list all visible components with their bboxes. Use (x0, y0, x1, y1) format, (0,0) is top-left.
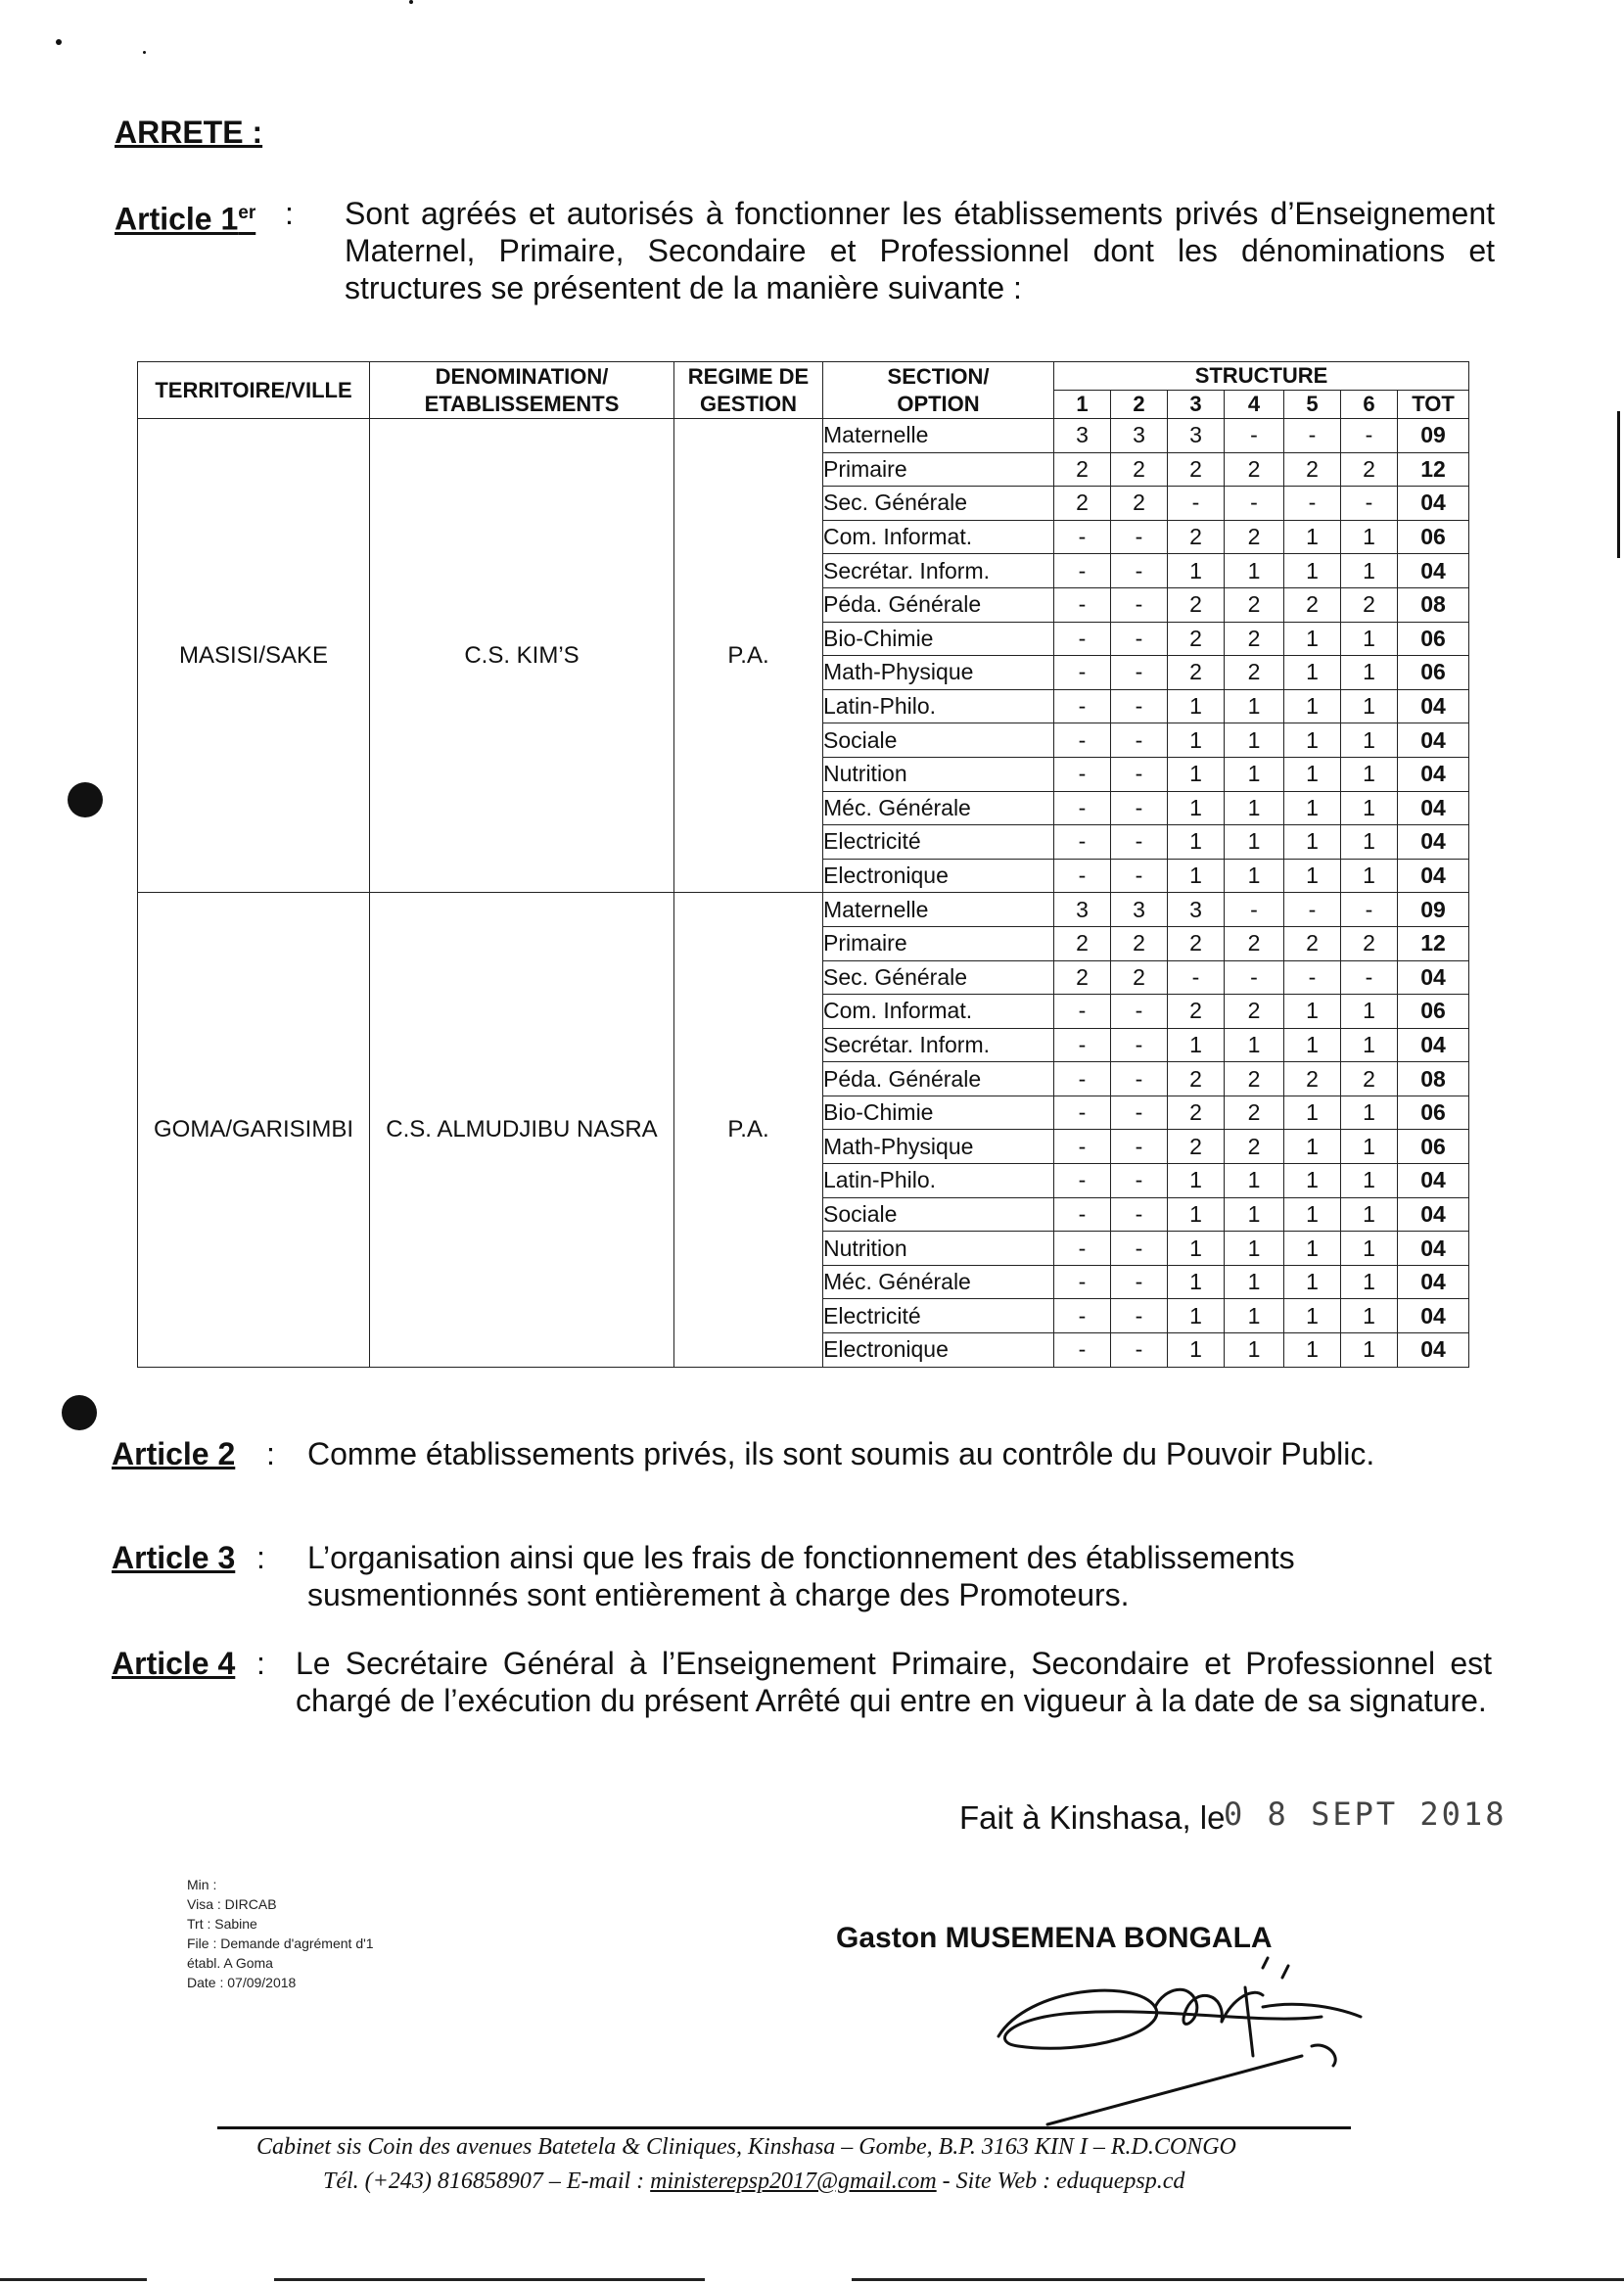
structure-cell: - (1054, 1062, 1111, 1096)
total-cell: 04 (1398, 1299, 1469, 1333)
structure-cell: - (1341, 487, 1398, 521)
section-cell: Méc. Générale (823, 791, 1054, 825)
structure-cell: - (1054, 1197, 1111, 1232)
total-cell: 06 (1398, 656, 1469, 690)
header-col-3: 3 (1168, 391, 1225, 419)
structure-cell: - (1111, 656, 1168, 690)
total-cell: 04 (1398, 1333, 1469, 1368)
structure-cell: 1 (1168, 757, 1225, 791)
structure-cell: - (1111, 1028, 1168, 1062)
structure-cell: 1 (1168, 859, 1225, 893)
structure-cell: 1 (1284, 1096, 1341, 1130)
scan-bottom-rule (274, 2278, 705, 2281)
article-1 (115, 195, 1505, 322)
structure-cell: 2 (1225, 926, 1284, 960)
metadata-line: établ. A Goma (187, 1955, 273, 1971)
structure-cell: - (1054, 587, 1111, 622)
article-3-label: Article 3 (112, 1540, 236, 1575)
total-cell: 04 (1398, 1265, 1469, 1299)
structure-cell: - (1111, 587, 1168, 622)
place-date-line: Fait à Kinshasa, le (959, 1799, 1226, 1836)
structure-cell: 1 (1225, 757, 1284, 791)
section-cell: Math-Physique (823, 656, 1054, 690)
total-cell: 12 (1398, 926, 1469, 960)
structure-cell: 1 (1284, 1197, 1341, 1232)
structure-cell: 2 (1225, 622, 1284, 656)
structure-cell: - (1111, 1232, 1168, 1266)
structure-cell: 1 (1284, 1232, 1341, 1266)
structure-cell: - (1054, 791, 1111, 825)
structure-cell: 2 (1054, 487, 1111, 521)
article-3 (112, 1539, 1502, 1617)
structure-cell: 1 (1284, 859, 1341, 893)
signer-name: Gaston MUSEMENA BONGALA (836, 1922, 1273, 1954)
scan-edge-mark (1617, 411, 1620, 558)
section-cell: Secrétar. Inform. (823, 1028, 1054, 1062)
header-territoire: TERRITOIRE/VILLE (138, 362, 370, 419)
structure-cell: - (1054, 554, 1111, 588)
structure-cell: - (1111, 825, 1168, 860)
structure-cell: 2 (1168, 1096, 1225, 1130)
structure-cell: - (1341, 419, 1398, 453)
structure-cell: - (1111, 1062, 1168, 1096)
scan-bottom-rule (0, 2278, 147, 2281)
structure-cell: 2 (1341, 1062, 1398, 1096)
section-cell: Maternelle (823, 419, 1054, 453)
footer-address: Cabinet sis Coin des avenues Batetela & Cliniques, Kinshasa – Gombe, B.P. 3163 KIN I – R.D.CONGO (256, 2134, 1236, 2160)
total-cell: 06 (1398, 520, 1469, 554)
structure-cell: 2 (1225, 1096, 1284, 1130)
structure-cell: - (1111, 1096, 1168, 1130)
structure-cell: - (1284, 960, 1341, 995)
structure-cell: 1 (1284, 825, 1341, 860)
structure-cell: - (1284, 893, 1341, 927)
structure-cell: 1 (1341, 995, 1398, 1029)
total-cell: 12 (1398, 452, 1469, 487)
structure-cell: - (1284, 419, 1341, 453)
structure-cell: 1 (1284, 520, 1341, 554)
structure-cell: - (1225, 419, 1284, 453)
scan-speck (143, 51, 146, 54)
structure-cell: 2 (1341, 587, 1398, 622)
metadata-line: Min : (187, 1877, 217, 1892)
structure-cell: 1 (1168, 554, 1225, 588)
section-cell: Péda. Générale (823, 587, 1054, 622)
structure-cell: 2 (1054, 960, 1111, 995)
structure-cell: 1 (1168, 689, 1225, 723)
structure-cell: 1 (1284, 1028, 1341, 1062)
metadata-line: Trt : Sabine (187, 1916, 257, 1932)
article-2-colon: : (266, 1436, 275, 1471)
section-cell: Primaire (823, 452, 1054, 487)
structure-cell: 1 (1284, 1265, 1341, 1299)
structure-cell: 1 (1284, 1299, 1341, 1333)
article-4 (112, 1645, 1502, 1762)
structure-cell: - (1111, 723, 1168, 758)
total-cell: 06 (1398, 1130, 1469, 1164)
metadata-line: Date : 07/09/2018 (187, 1975, 297, 1990)
structure-cell: - (1225, 487, 1284, 521)
structure-cell: 1 (1284, 1164, 1341, 1198)
structure-cell: - (1054, 689, 1111, 723)
structure-cell: 1 (1168, 1333, 1225, 1368)
section-cell: Electricité (823, 1299, 1054, 1333)
structure-cell: - (1111, 554, 1168, 588)
structure-cell: 1 (1341, 1265, 1398, 1299)
structure-cell: - (1054, 622, 1111, 656)
structure-cell: 1 (1341, 689, 1398, 723)
table-row (138, 893, 1469, 927)
structure-cell: - (1054, 1130, 1111, 1164)
header-denomination: DENOMINATION/ ETABLISSEMENTS (370, 362, 674, 419)
structure-cell: 2 (1225, 656, 1284, 690)
article-2 (112, 1435, 1502, 1514)
structure-cell: - (1054, 757, 1111, 791)
total-cell: 04 (1398, 487, 1469, 521)
table-row (138, 419, 1469, 453)
scan-speck (409, 0, 413, 4)
structure-cell: - (1341, 893, 1398, 927)
structure-cell: - (1111, 689, 1168, 723)
section-cell: Electronique (823, 1333, 1054, 1368)
structure-cell: - (1111, 757, 1168, 791)
structure-cell: 2 (1054, 926, 1111, 960)
structure-cell: 1 (1341, 554, 1398, 588)
article-1-text: Sont agréés et autorisés à fonctionner les établissements privés d’Enseignement Maternel, Primaire, Secondaire et Professionnel dont les dénominations et structures se présentent de la manière suivante : (345, 196, 1495, 305)
structure-cell: 1 (1341, 859, 1398, 893)
section-cell: Méc. Générale (823, 1265, 1054, 1299)
structure-cell: 1 (1168, 825, 1225, 860)
structure-cell: 1 (1284, 791, 1341, 825)
punch-hole (68, 782, 103, 817)
total-cell: 06 (1398, 1096, 1469, 1130)
structure-cell: 2 (1225, 1130, 1284, 1164)
structure-cell: - (1168, 960, 1225, 995)
structure-cell: 3 (1054, 419, 1111, 453)
header-col-4: 4 (1225, 391, 1284, 419)
structure-cell: - (1111, 520, 1168, 554)
structure-cell: 1 (1168, 723, 1225, 758)
structure-cell: 1 (1225, 554, 1284, 588)
total-cell: 08 (1398, 587, 1469, 622)
structure-cell: - (1111, 1164, 1168, 1198)
header-col-tot: TOT (1398, 391, 1469, 419)
structure-cell: 1 (1225, 723, 1284, 758)
structure-cell: - (1111, 1299, 1168, 1333)
section-cell: Electricité (823, 825, 1054, 860)
structure-cell: 2 (1225, 587, 1284, 622)
structure-cell: 1 (1225, 1164, 1284, 1198)
structure-cell: 1 (1341, 1333, 1398, 1368)
structure-cell: 1 (1341, 1164, 1398, 1198)
structure-cell: 3 (1168, 419, 1225, 453)
structure-cell: 1 (1341, 622, 1398, 656)
structure-cell: 1 (1284, 723, 1341, 758)
structure-cell: 1 (1225, 1197, 1284, 1232)
structure-cell: 2 (1225, 1062, 1284, 1096)
structure-cell: - (1054, 656, 1111, 690)
structure-cell: 1 (1341, 757, 1398, 791)
structure-cell: 2 (1284, 587, 1341, 622)
structure-cell: - (1054, 1028, 1111, 1062)
article-4-colon: : (256, 1646, 265, 1681)
structure-cell: 2 (1168, 587, 1225, 622)
structure-cell: - (1054, 859, 1111, 893)
structure-cell: 1 (1225, 859, 1284, 893)
section-cell: Bio-Chimie (823, 1096, 1054, 1130)
metadata-block (187, 1875, 374, 1992)
structure-cell: 1 (1168, 1265, 1225, 1299)
structure-cell: 1 (1284, 757, 1341, 791)
structure-cell: 3 (1111, 893, 1168, 927)
structure-cell: 1 (1168, 1197, 1225, 1232)
total-cell: 04 (1398, 1197, 1469, 1232)
structure-cell: 2 (1284, 1062, 1341, 1096)
structure-cell: 3 (1054, 893, 1111, 927)
structure-cell: 1 (1225, 791, 1284, 825)
arrete-heading: ARRETE : (115, 115, 263, 150)
structure-cell: - (1111, 859, 1168, 893)
section-cell: Maternelle (823, 893, 1054, 927)
structure-cell: - (1054, 1299, 1111, 1333)
structure-cell: 2 (1225, 520, 1284, 554)
handwritten-signature (969, 1948, 1380, 2144)
total-cell: 04 (1398, 1028, 1469, 1062)
section-cell: Electronique (823, 859, 1054, 893)
header-col-1: 1 (1054, 391, 1111, 419)
structure-cell: 2 (1341, 452, 1398, 487)
structure-cell: 1 (1168, 1028, 1225, 1062)
structure-cell: 1 (1225, 1028, 1284, 1062)
total-cell: 04 (1398, 825, 1469, 860)
section-cell: Primaire (823, 926, 1054, 960)
territory-cell: GOMA/GARISIMBI (138, 893, 370, 1367)
structure-cell: 1 (1284, 656, 1341, 690)
regime-cell: P.A. (674, 893, 823, 1367)
section-cell: Math-Physique (823, 1130, 1054, 1164)
header-col-6: 6 (1341, 391, 1398, 419)
header-col-2: 2 (1111, 391, 1168, 419)
section-cell: Sec. Générale (823, 487, 1054, 521)
structure-cell: 1 (1225, 1265, 1284, 1299)
total-cell: 06 (1398, 622, 1469, 656)
structure-cell: - (1284, 487, 1341, 521)
footer-contact (323, 2168, 1184, 2195)
total-cell: 04 (1398, 723, 1469, 758)
structure-cell: 2 (1168, 622, 1225, 656)
article-1-label: Article 1er (115, 201, 256, 237)
structure-cell: - (1054, 1333, 1111, 1368)
total-cell: 08 (1398, 1062, 1469, 1096)
structure-cell: 2 (1111, 926, 1168, 960)
structure-cell: - (1341, 960, 1398, 995)
structure-cell: - (1111, 1265, 1168, 1299)
structure-cell: - (1054, 995, 1111, 1029)
structure-cell: 2 (1168, 1130, 1225, 1164)
structure-cell: - (1054, 1164, 1111, 1198)
structure-cell: - (1225, 893, 1284, 927)
regime-cell: P.A. (674, 419, 823, 893)
structure-cell: - (1111, 622, 1168, 656)
structure-cell: 2 (1225, 995, 1284, 1029)
structure-cell: 1 (1341, 1197, 1398, 1232)
section-cell: Nutrition (823, 757, 1054, 791)
article-2-text: Comme établissements privés, ils sont soumis au contrôle du Pouvoir Public. (307, 1436, 1375, 1471)
structure-cell: - (1054, 1232, 1111, 1266)
article-3-text: L’organisation ainsi que les frais de fonctionnement des établissements susmentionnés sont entièrement à charge des Promoteurs. (307, 1540, 1295, 1612)
structure-cell: 1 (1225, 689, 1284, 723)
structure-cell: 3 (1111, 419, 1168, 453)
structure-cell: - (1054, 825, 1111, 860)
structure-cell: - (1054, 520, 1111, 554)
section-cell: Bio-Chimie (823, 622, 1054, 656)
structure-cell: 1 (1341, 1028, 1398, 1062)
structure-cell: 1 (1284, 689, 1341, 723)
structure-cell: 1 (1225, 1333, 1284, 1368)
structure-cell: 1 (1341, 1232, 1398, 1266)
structure-cell: 1 (1341, 1299, 1398, 1333)
section-cell: Nutrition (823, 1232, 1054, 1266)
header-structure: STRUCTURE (1054, 362, 1469, 391)
structure-cell: - (1111, 791, 1168, 825)
establishments-table (137, 361, 1469, 1368)
total-cell: 04 (1398, 1232, 1469, 1266)
structure-cell: - (1054, 1265, 1111, 1299)
structure-cell: 2 (1168, 520, 1225, 554)
article-2-label: Article 2 (112, 1436, 236, 1471)
total-cell: 06 (1398, 995, 1469, 1029)
section-cell: Com. Informat. (823, 520, 1054, 554)
territory-cell: MASISI/SAKE (138, 419, 370, 893)
footer-rule (217, 2126, 1351, 2129)
total-cell: 04 (1398, 960, 1469, 995)
header-col-5: 5 (1284, 391, 1341, 419)
structure-cell: 2 (1168, 926, 1225, 960)
metadata-line: Visa : DIRCAB (187, 1896, 277, 1912)
structure-cell: 2 (1168, 656, 1225, 690)
structure-cell: 1 (1284, 1333, 1341, 1368)
structure-cell: - (1054, 1096, 1111, 1130)
article-4-label: Article 4 (112, 1646, 236, 1681)
section-cell: Sec. Générale (823, 960, 1054, 995)
structure-cell: 2 (1054, 452, 1111, 487)
article-4-text: Le Secrétaire Général à l’Enseignement Primaire, Secondaire et Professionnel est chargé de l’exécution du présent Arrêté qui entre en vigueur à la date de sa signature. (296, 1646, 1492, 1718)
total-cell: 09 (1398, 893, 1469, 927)
article-1-colon: : (285, 196, 294, 231)
structure-cell: 1 (1225, 1232, 1284, 1266)
total-cell: 04 (1398, 689, 1469, 723)
structure-cell: 1 (1341, 1096, 1398, 1130)
structure-cell: 1 (1168, 1232, 1225, 1266)
structure-cell: 1 (1341, 656, 1398, 690)
structure-cell: - (1111, 1130, 1168, 1164)
structure-cell: - (1054, 723, 1111, 758)
total-cell: 04 (1398, 554, 1469, 588)
structure-cell: 2 (1111, 960, 1168, 995)
structure-cell: 1 (1284, 554, 1341, 588)
section-cell: Sociale (823, 723, 1054, 758)
structure-cell: 1 (1341, 791, 1398, 825)
total-cell: 04 (1398, 757, 1469, 791)
section-cell: Sociale (823, 1197, 1054, 1232)
scan-bottom-rule (852, 2278, 1624, 2281)
structure-cell: 2 (1168, 995, 1225, 1029)
structure-cell: 1 (1341, 520, 1398, 554)
total-cell: 04 (1398, 1164, 1469, 1198)
structure-cell: 1 (1168, 1299, 1225, 1333)
metadata-line: File : Demande d'agrément d'1 (187, 1935, 374, 1951)
structure-cell: 1 (1168, 791, 1225, 825)
structure-cell: 2 (1284, 926, 1341, 960)
structure-cell: 2 (1111, 452, 1168, 487)
section-cell: Secrétar. Inform. (823, 554, 1054, 588)
total-cell: 04 (1398, 791, 1469, 825)
article-3-colon: : (256, 1540, 265, 1575)
structure-cell: 1 (1168, 1164, 1225, 1198)
structure-cell: 2 (1225, 452, 1284, 487)
structure-cell: - (1111, 995, 1168, 1029)
structure-cell: - (1111, 1197, 1168, 1232)
structure-cell: 2 (1168, 1062, 1225, 1096)
punch-hole (62, 1395, 97, 1430)
footer-website: - Site Web : eduquepsp.cd (936, 2168, 1185, 2194)
header-regime: REGIME DE GESTION (674, 362, 823, 419)
structure-cell: - (1111, 1333, 1168, 1368)
denomination-cell: C.S. KIM’S (370, 419, 674, 893)
structure-cell: 1 (1284, 995, 1341, 1029)
section-cell: Latin-Philo. (823, 1164, 1054, 1198)
structure-cell: 1 (1341, 1130, 1398, 1164)
structure-cell: 1 (1225, 1299, 1284, 1333)
structure-cell: 1 (1284, 622, 1341, 656)
section-cell: Com. Informat. (823, 995, 1054, 1029)
section-cell: Péda. Générale (823, 1062, 1054, 1096)
structure-cell: 2 (1284, 452, 1341, 487)
section-cell: Latin-Philo. (823, 689, 1054, 723)
header-section: SECTION/ OPTION (823, 362, 1054, 419)
footer-phone: Tél. (+243) 816858907 – E-mail : (323, 2168, 651, 2194)
total-cell: 04 (1398, 859, 1469, 893)
structure-cell: 1 (1225, 825, 1284, 860)
footer-email-link[interactable]: ministerepsp2017@gmail.com (650, 2168, 937, 2194)
structure-cell: 1 (1341, 825, 1398, 860)
structure-cell: 3 (1168, 893, 1225, 927)
structure-cell: - (1225, 960, 1284, 995)
structure-cell: 1 (1284, 1130, 1341, 1164)
structure-cell: 2 (1341, 926, 1398, 960)
scan-speck (56, 39, 62, 45)
structure-cell: 2 (1168, 452, 1225, 487)
date-stamp: 0 8 SEPT 2018 (1224, 1795, 1508, 1833)
structure-cell: 1 (1341, 723, 1398, 758)
structure-cell: - (1168, 487, 1225, 521)
structure-cell: 2 (1111, 487, 1168, 521)
total-cell: 09 (1398, 419, 1469, 453)
denomination-cell: C.S. ALMUDJIBU NASRA (370, 893, 674, 1367)
